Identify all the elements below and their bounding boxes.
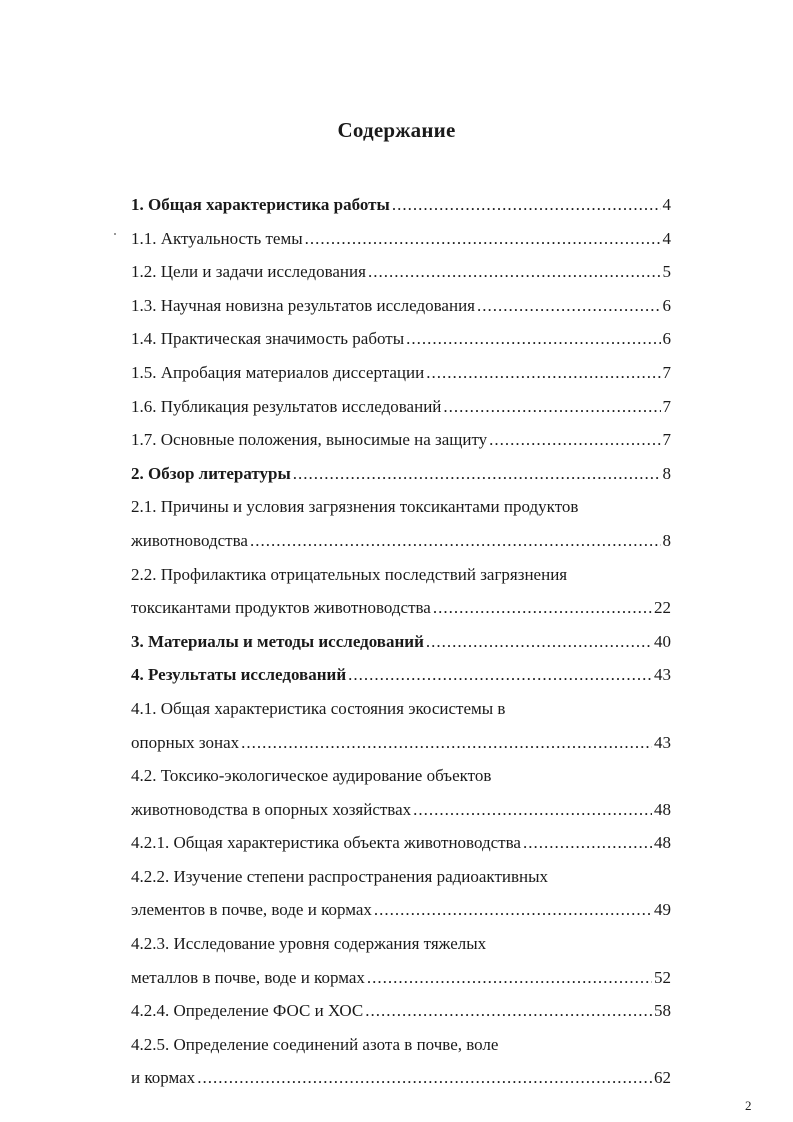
toc-entry[interactable] (131, 658, 671, 692)
toc-entry[interactable] (131, 322, 671, 356)
toc-dot-leader (241, 726, 652, 760)
toc-entry-title: 4. Результаты исследований (131, 665, 347, 685)
toc-dot-leader (197, 1061, 652, 1095)
toc-dot-leader (413, 793, 652, 827)
toc-entry-page: 48 (654, 799, 671, 819)
toc-entry[interactable] (131, 759, 671, 793)
toc-entry[interactable] (131, 893, 671, 927)
toc-dot-leader (489, 423, 660, 457)
toc-entry[interactable] (131, 558, 671, 592)
toc-entry[interactable] (131, 1061, 671, 1095)
toc-entry-title: 4.2.4. Определение ФОС и ХОС (131, 1001, 364, 1021)
toc-entry[interactable] (131, 289, 671, 323)
toc-entry-title: токсикантами продуктов животноводства (131, 598, 431, 618)
toc-entry-title: 1.2. Цели и задачи исследования (131, 262, 366, 282)
toc-entry-title: элементов в почве, воде и кормах (131, 900, 372, 920)
toc-dot-leader (365, 994, 652, 1028)
toc-entry-page: 43 (654, 732, 671, 752)
toc-entry-title: металлов в почве, воде и кормах (131, 967, 365, 987)
toc-entry[interactable] (131, 255, 671, 289)
toc-entry[interactable] (131, 524, 671, 558)
toc-dot-leader (426, 356, 660, 390)
toc-entry-page: 40 (654, 631, 671, 651)
toc-dot-leader (477, 289, 661, 323)
toc-entry-title: 4.2.1. Общая характеристика объекта животноводства (131, 833, 521, 853)
toc-entry[interactable] (131, 625, 671, 659)
toc-dot-leader (368, 255, 661, 289)
toc-entry-title: 4.2.5. Определение соединений азота в почве, воле (131, 1034, 499, 1054)
toc-entry-title: 3. Материалы и методы исследований (131, 631, 424, 651)
toc-entry-title: 1.4. Практическая значимость работы (131, 329, 405, 349)
toc-entry-page: 22 (654, 598, 671, 618)
toc-entry[interactable] (131, 423, 671, 457)
toc-entry-title: 1. Общая характеристика работы (131, 195, 390, 214)
toc-dot-leader (250, 524, 661, 558)
toc-entry-title: 1.7. Основные положения, выносимые на защиту (131, 430, 488, 450)
toc-entry-title: 2.1. Причины и условия загрязнения токсикантами продуктов (131, 497, 579, 517)
toc-entry[interactable] (131, 793, 671, 827)
toc-entry-page: 7 (662, 396, 671, 416)
scan-speck (114, 233, 116, 235)
toc-entry[interactable] (131, 356, 671, 390)
toc-entry-title: и кормах (131, 1068, 196, 1088)
toc-entry-page: 8 (662, 463, 671, 483)
toc-entry-page: 6 (662, 295, 671, 315)
toc-dot-leader (406, 322, 660, 356)
toc-entry[interactable] (131, 1028, 671, 1062)
table-of-contents (131, 188, 671, 1095)
toc-entry[interactable] (131, 390, 671, 424)
toc-entry[interactable] (131, 692, 671, 726)
toc-entry-page: 4 (662, 228, 671, 248)
toc-entry[interactable] (131, 726, 671, 760)
toc-entry[interactable] (131, 994, 671, 1028)
toc-entry-title: 1.6. Публикация результатов исследований (131, 396, 442, 416)
toc-dot-leader (426, 625, 652, 659)
toc-entry-title: 1.3. Научная новизна результатов исследования (131, 295, 475, 315)
toc-entry[interactable] (131, 591, 671, 625)
toc-entry-page: 48 (654, 833, 671, 853)
toc-entry[interactable] (131, 222, 671, 256)
toc-entry-title: 4.1. Общая характеристика состояния экосистемы в (131, 698, 506, 718)
toc-entry-title: 4.2.2. Изучение степени распространения радиоактивных (131, 866, 549, 886)
toc-entry-page: 43 (654, 665, 671, 685)
toc-entry-title: 4.2. Токсико-экологическое аудирование объектов (131, 766, 492, 786)
toc-dot-leader (523, 826, 652, 860)
toc-dot-leader (293, 457, 661, 491)
toc-entry-title: 1.5. Апробация материалов диссертации (131, 362, 425, 382)
toc-dot-leader (374, 893, 652, 927)
toc-entry-page: 49 (654, 900, 671, 920)
toc-entry-page: 4 (662, 195, 671, 214)
toc-entry[interactable] (131, 961, 671, 995)
toc-dot-leader (443, 390, 660, 424)
toc-entry-page: 52 (654, 967, 671, 987)
toc-entry[interactable] (131, 490, 671, 524)
toc-entry-title: 4.2.3. Исследование уровня содержания тяжелых (131, 934, 487, 954)
toc-entry[interactable] (131, 927, 671, 961)
toc-entry-title: 1.1. Актуальность темы (131, 228, 303, 248)
toc-entry[interactable] (131, 457, 671, 491)
toc-dot-leader (392, 188, 661, 222)
toc-entry[interactable] (131, 860, 671, 894)
toc-entry-page: 7 (662, 362, 671, 382)
toc-entry[interactable] (131, 188, 671, 222)
toc-entry-title: животноводства (131, 530, 248, 550)
toc-entry-page: 58 (654, 1001, 671, 1021)
page-title: Содержание (337, 118, 456, 142)
toc-dot-leader (433, 591, 652, 625)
toc-dot-leader (305, 222, 661, 256)
toc-entry-page: 8 (662, 530, 671, 550)
toc-entry-title: 2. Обзор литературы (131, 463, 291, 483)
toc-entry[interactable] (131, 826, 671, 860)
toc-entry-page: 5 (662, 262, 671, 282)
toc-dot-leader (348, 658, 652, 692)
toc-entry-title: опорных зонах (131, 732, 240, 752)
toc-entry-page: 62 (654, 1068, 671, 1088)
toc-entry-title: 2.2. Профилактика отрицательных последствий загрязнения (131, 564, 568, 584)
toc-entry-page: 6 (662, 329, 671, 349)
page-number: 2 (745, 1098, 752, 1113)
toc-entry-title: животноводства в опорных хозяйствах (131, 799, 412, 819)
toc-entry-page: 7 (662, 430, 671, 450)
toc-dot-leader (367, 961, 652, 995)
